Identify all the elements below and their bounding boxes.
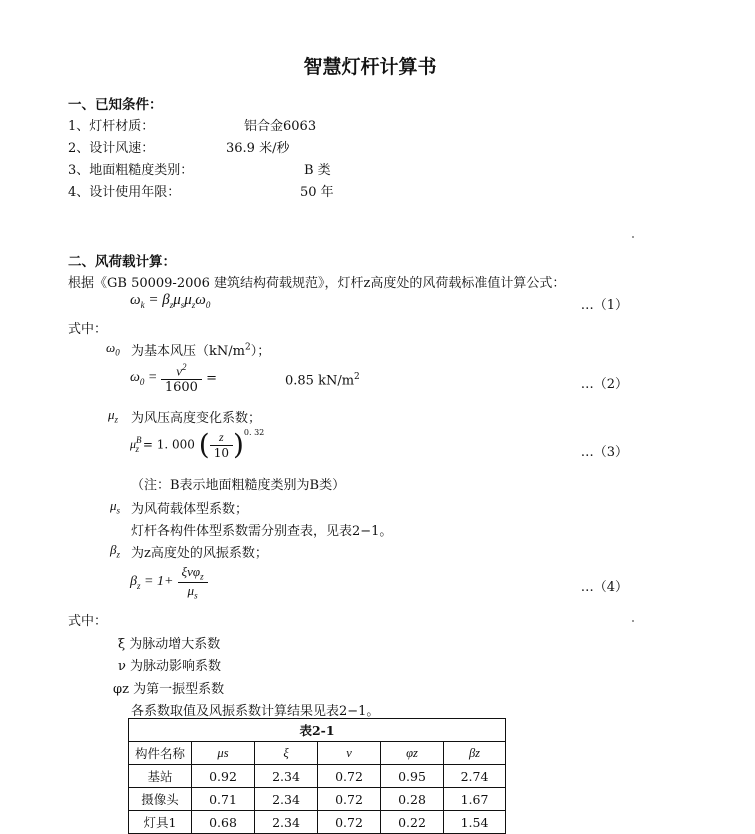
equation-2-value: 0.85 $kN/m^2$ [285,372,360,389]
equation-1: $\omega_k = \beta_z\mu_s\mu_z\omega_0$ [130,292,211,310]
table-cell: 0.28 [381,788,444,811]
equation-2-tag: …（2） [580,377,628,392]
condition-value: B 类 [304,163,331,178]
phi-description: φz 为第一振型系数 [113,682,225,697]
condition-label: 3、地面粗糙度类别： [68,163,194,178]
shizhong-label: 式中： [68,322,108,337]
column-header: ν [318,742,381,765]
table-cell: 1.67 [444,788,506,811]
equation-4-tag: …（4） [580,580,628,595]
table-row [129,788,506,811]
equation-4: $\beta_z = 1+$ $\frac{\xi\nu\varphi_z}{\mu_s}$ [130,564,208,600]
betaz-description: 为z高度处的风振系数； [131,546,268,561]
table-cell: 0.68 [192,811,255,834]
section1-heading: 一、已知条件： [68,97,163,113]
table-cell: 0.92 [192,765,255,788]
table-cell: 0.72 [318,765,381,788]
column-header: 构件名称 [129,742,192,765]
condition-label: 2、设计风速： [68,141,155,156]
roughness-note: （注：B表示地面粗糙度类别为B类） [131,478,346,493]
equation-2: $\omega_0$ = $\frac{v^2}{1600}$ = [130,362,217,396]
table-intro: 各系数取值及风振系数计算结果见表2−1。 [131,704,380,719]
table-cell: 0.72 [318,811,381,834]
muz-symbol: $\mu_z$ [108,407,119,425]
table-cell: 0.95 [381,765,444,788]
equation-3-tag: …（3） [580,445,628,460]
table-cell: 2.34 [255,765,318,788]
w0-description: 为基本风压$(kN/m^2)$； [131,342,271,359]
table-cell: 1.54 [444,811,506,834]
page-title: 智慧灯杆计算书 [303,56,437,78]
table-row [129,765,506,788]
table-cell: 0.72 [318,788,381,811]
nu-description: ν 为脉动影响系数 [118,659,222,674]
shizhong-label-2: 式中： [68,614,108,629]
equation-3: $\mu^B_z = 1$. 000 ( $\frac{z}{10}$ )$^{0. 32}$ [130,428,265,461]
mus-description: 为风荷载体型系数； [131,502,249,517]
mus-symbol: $\mu_s$ [110,498,121,516]
table-caption: 表2-1 [129,719,506,742]
betaz-symbol: $\beta_z$ [110,542,120,560]
condition-value: 36.9 米/秒 [226,141,290,156]
muz-description: 为风压高度变化系数； [131,411,262,426]
table-header-row [129,742,506,765]
w0-symbol: $\omega_0$ [106,340,120,358]
equation-1-tag: …（1） [580,298,628,313]
table-cell: 2.34 [255,788,318,811]
table-cell: 摄像头 [129,788,192,811]
section2-intro: 根据《GB 50009-2006 建筑结构荷载规范》，灯杆z高度处的风荷载标准值计算公式： [68,276,566,291]
table-cell: 2.34 [255,811,318,834]
mus-note: 灯杆各构件体型系数需分别查表，见表2−1。 [131,524,393,539]
condition-value: 50 年 [300,185,334,200]
table-cell: 2.74 [444,765,506,788]
condition-value: 铝合金6063 [244,119,317,134]
column-header: βz [444,742,506,765]
table-cell: 灯具1 [129,811,192,834]
coefficient-table [128,718,506,834]
table-cell: 基站 [129,765,192,788]
column-header: μs [192,742,255,765]
column-header: ξ [255,742,318,765]
scan-dot [632,620,634,622]
section2-heading: 二、风荷载计算： [68,254,176,270]
table-row [129,811,506,834]
condition-label: 1、灯杆材质： [68,119,155,134]
column-header: φz [381,742,444,765]
scan-dot [632,236,634,238]
table-cell: 0.22 [381,811,444,834]
xi-description: ξ 为脉动增大系数 [118,637,221,652]
condition-label: 4、设计使用年限： [68,185,181,200]
table-cell: 0.71 [192,788,255,811]
